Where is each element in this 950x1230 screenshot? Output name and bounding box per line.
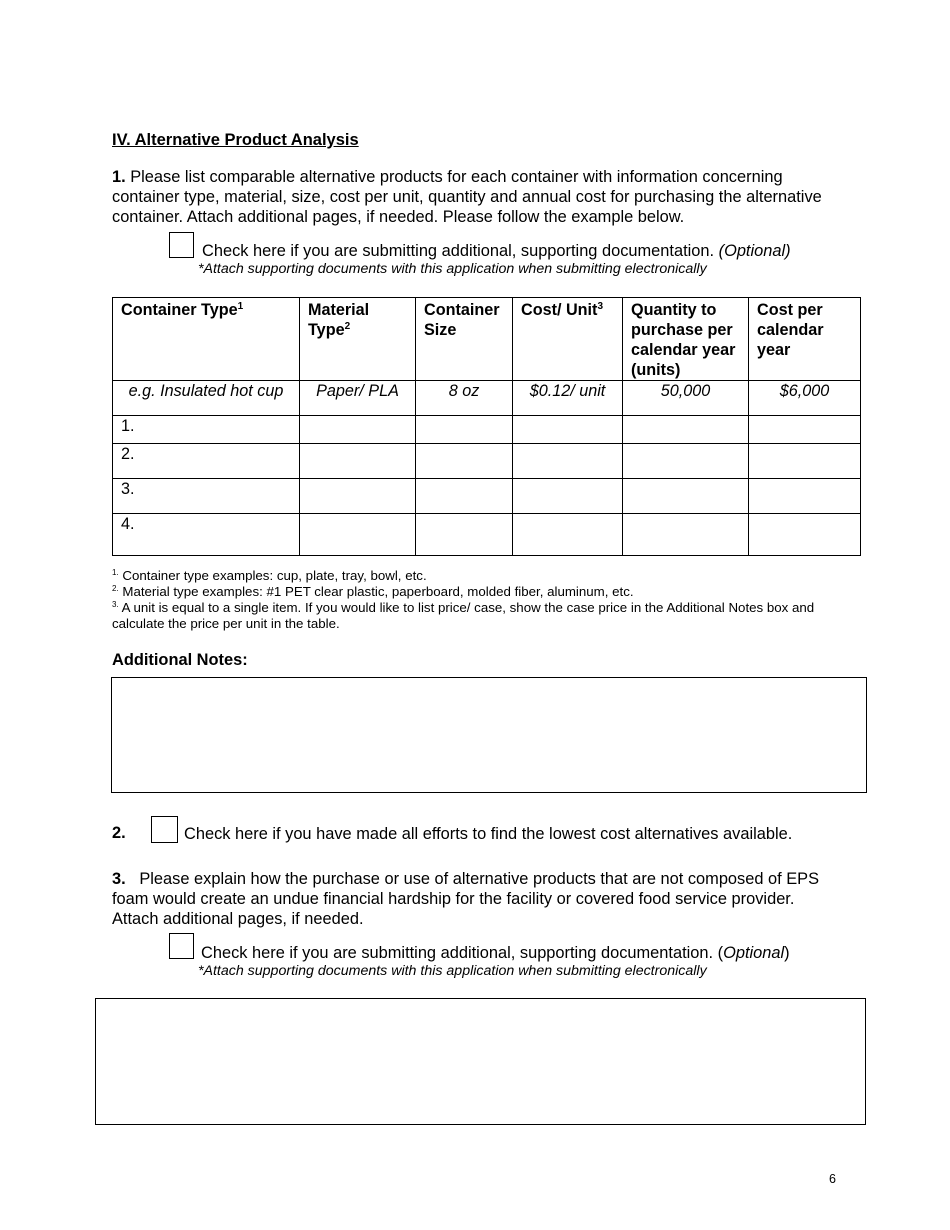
q1-checkbox-label-text: Check here if you are submitting additional, supporting documentation. — [202, 242, 719, 260]
example-quantity: 50,000 — [623, 381, 749, 416]
row-label: 4. — [121, 515, 135, 533]
question-2-number: 2. — [112, 824, 126, 842]
table-row — [113, 514, 861, 556]
row-3-container-size[interactable] — [416, 479, 513, 514]
q2-lowest-cost-checkbox[interactable] — [151, 816, 178, 843]
header-container-type: Container Type$^1$ — [113, 298, 300, 381]
footnote-1: $^{1.}$ Container type examples: cup, plate, tray, bowl, etc. — [112, 568, 427, 583]
question-1-text — [112, 167, 832, 227]
table-row — [113, 479, 861, 514]
q3-checkbox-label — [201, 943, 790, 963]
row-2-container-type[interactable] — [113, 444, 300, 479]
row-1-material-type[interactable] — [300, 416, 416, 444]
row-3-quantity[interactable] — [623, 479, 749, 514]
row-1-container-size[interactable] — [416, 416, 513, 444]
row-label: 2. — [121, 445, 135, 463]
question-3-number: 3. — [112, 870, 126, 888]
q2-checkbox-label: Check here if you have made all efforts to find the lowest cost alternatives available. — [184, 825, 793, 843]
question-3-body: Please explain how the purchase or use of alternative products that are not composed of EPS foam would create an undue financial hardship for the facility or covered food service provider. Attach additional pages, if needed. — [112, 870, 820, 928]
q3-checkbox-label-prefix: Check here if you are submitting additional, supporting documentation. ( — [201, 944, 724, 962]
row-2-material-type[interactable] — [300, 444, 416, 479]
row-3-cost-unit[interactable] — [513, 479, 623, 514]
header-cost-year: Cost per calendar year — [749, 298, 861, 381]
q1-attach-note: *Attach supporting documents with this application when submitting electronically — [198, 261, 707, 277]
header-container-size: Container Size — [416, 298, 513, 381]
question-1-number: 1. — [112, 168, 126, 186]
additional-notes-box[interactable] — [111, 677, 867, 793]
question-3-text — [112, 869, 824, 929]
example-cost-year: $6,000 — [749, 381, 861, 416]
header-cost-unit: Cost/ Unit$^3$ — [513, 298, 623, 381]
row-3-container-type[interactable] — [113, 479, 300, 514]
example-material-type: Paper/ PLA — [300, 381, 416, 416]
table-row — [113, 416, 861, 444]
example-container-size: 8 oz — [416, 381, 513, 416]
section-title: IV. Alternative Product Analysis — [112, 131, 359, 149]
hardship-explanation-box[interactable] — [95, 998, 866, 1125]
header-quantity: Quantity to purchase per calendar year (units) — [623, 298, 749, 381]
q1-optional-label: (Optional) — [718, 242, 791, 260]
row-label: 1. — [121, 417, 135, 435]
row-3-material-type[interactable] — [300, 479, 416, 514]
row-4-cost-year[interactable] — [749, 514, 861, 556]
row-2-container-size[interactable] — [416, 444, 513, 479]
row-4-container-type[interactable] — [113, 514, 300, 556]
row-1-cost-unit[interactable] — [513, 416, 623, 444]
q3-optional-label: Optional — [723, 944, 785, 962]
q3-supporting-docs-checkbox[interactable] — [169, 933, 194, 959]
footnote-3: $^{3.}$ A unit is equal to a single item. If you would like to list price/ case, show the case price in the Additional Notes box and calculate the price per unit in the table. — [112, 600, 815, 631]
page-number: 6 — [829, 1172, 836, 1186]
row-1-container-type[interactable] — [113, 416, 300, 444]
row-label: 3. — [121, 480, 135, 498]
footnote-2: $^{2.}$ Material type examples: #1 PET clear plastic, paperboard, molded fiber, aluminum, etc. — [112, 584, 634, 599]
q1-supporting-docs-checkbox[interactable] — [169, 232, 194, 258]
header-material-type: Material Type$^2$ — [300, 298, 416, 381]
q3-attach-note: *Attach supporting documents with this application when submitting electronically — [198, 963, 707, 979]
table-header-row — [113, 298, 861, 381]
row-4-container-size[interactable] — [416, 514, 513, 556]
row-2-quantity[interactable] — [623, 444, 749, 479]
alternatives-table — [112, 297, 861, 556]
row-1-cost-year[interactable] — [749, 416, 861, 444]
footnotes — [112, 568, 842, 632]
row-1-quantity[interactable] — [623, 416, 749, 444]
row-4-quantity[interactable] — [623, 514, 749, 556]
row-3-cost-year[interactable] — [749, 479, 861, 514]
question-1-body: Please list comparable alternative products for each container with information concerning container type, material, size, cost per unit, quantity and annual cost for purchasing the alternative container. Attach additional pages, if needed. Please follow the example below. — [112, 168, 822, 226]
q3-checkbox-label-suffix: ) — [784, 944, 790, 962]
example-cost-unit: $0.12/ unit — [513, 381, 623, 416]
q1-checkbox-label — [202, 241, 791, 261]
row-4-material-type[interactable] — [300, 514, 416, 556]
row-2-cost-year[interactable] — [749, 444, 861, 479]
row-4-cost-unit[interactable] — [513, 514, 623, 556]
row-2-cost-unit[interactable] — [513, 444, 623, 479]
example-container-type: e.g. Insulated hot cup — [113, 381, 300, 416]
table-example-row — [113, 381, 861, 416]
table-row — [113, 444, 861, 479]
additional-notes-title: Additional Notes: — [112, 651, 248, 669]
